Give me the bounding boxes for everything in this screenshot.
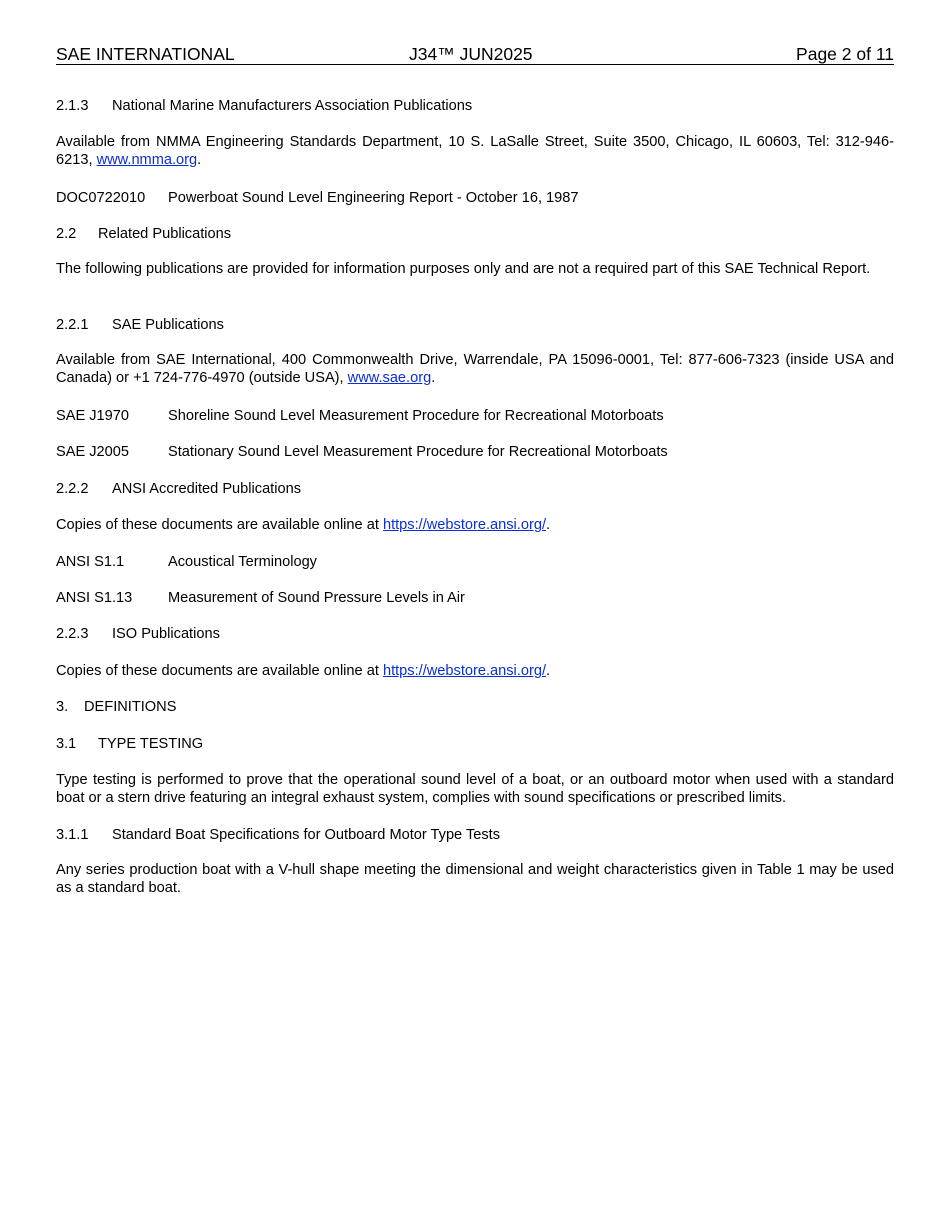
section-title: Related Publications	[98, 226, 232, 242]
section-number: 3.1	[56, 736, 77, 752]
section-heading-2-2-1	[56, 316, 894, 334]
section-number: 2.2.2	[56, 481, 89, 497]
header-page-number: Page 2 of 11	[796, 44, 894, 64]
availability-paragraph-iso	[56, 662, 894, 680]
sae-link[interactable]: www.sae.org	[347, 369, 432, 386]
iso-webstore-link[interactable]: https://webstore.ansi.org/	[382, 663, 546, 679]
reference-entry-sae-j2005	[56, 443, 894, 461]
period: .	[431, 369, 436, 386]
reference-title: Stationary Sound Level Measurement Procedure for Recreational Motorboats	[168, 444, 668, 460]
standard-boat-paragraph: Any series production boat with a V-hull shape meeting the dimensional and weight characteristics given in Table 1 may be used as a standard boat.	[56, 862, 894, 896]
header-org: SAE INTERNATIONAL	[56, 44, 235, 64]
availability-text: Copies of these documents are available online at	[56, 517, 383, 533]
section-title: Standard Boat Specifications for Outboard Motor Type Tests	[112, 827, 501, 843]
section-title: DEFINITIONS	[84, 699, 177, 715]
section-number: 2.2	[56, 226, 77, 242]
reference-title: Powerboat Sound Level Engineering Report - October 16, 1987	[168, 190, 579, 206]
period: .	[546, 663, 551, 679]
reference-title: Acoustical Terminology	[168, 554, 317, 570]
section-heading-2-2	[56, 225, 894, 243]
section-title: TYPE TESTING	[98, 736, 204, 752]
nmma-link[interactable]: www.nmma.org	[96, 151, 198, 168]
page-header	[56, 44, 894, 65]
section-heading-3-1-1	[56, 826, 894, 844]
section-number: 2.1.3	[56, 98, 89, 114]
section-title: ANSI Accredited Publications	[112, 481, 302, 497]
section-number: 3.1.1	[56, 827, 89, 843]
section-heading-2-2-2	[56, 480, 894, 498]
reference-id: ANSI S1.13	[56, 590, 133, 606]
period: .	[197, 151, 202, 168]
reference-entry-sae-j1970	[56, 407, 894, 425]
availability-paragraph-nmma	[56, 134, 894, 169]
availability-text: Available from SAE International, 400 Commonwealth Drive, Warrendale, PA 15096-0001, Tel: 877-606-7323 (inside USA and Canada) or +1 724-776-4970 (outside USA),	[56, 352, 894, 386]
reference-title: Shoreline Sound Level Measurement Procedure for Recreational Motorboats	[168, 408, 664, 424]
section-title: National Marine Manufacturers Association Publications	[112, 98, 473, 114]
period: .	[546, 517, 551, 533]
section-number: 2.2.3	[56, 626, 89, 642]
availability-text: Available from NMMA Engineering Standards Department, 10 S. LaSalle Street, Suite 3500, Chicago, IL 60603, Tel: 312-946-6213,	[56, 134, 894, 168]
reference-entry-ansi-s1-13	[56, 589, 894, 607]
section-heading-2-1-3	[56, 97, 894, 115]
section-heading-3	[56, 698, 894, 716]
ansi-webstore-link[interactable]: https://webstore.ansi.org/	[382, 517, 546, 533]
reference-entry-ansi-s1-1	[56, 553, 894, 571]
related-publications-paragraph: The following publications are provided for information purposes only and are not a required part of this SAE Technical Report.	[56, 261, 871, 277]
reference-id: ANSI S1.1	[56, 554, 125, 570]
reference-title: Measurement of Sound Pressure Levels in Air	[168, 590, 465, 606]
availability-paragraph-ansi	[56, 516, 894, 534]
section-title: SAE Publications	[112, 317, 224, 333]
reference-id: SAE J2005	[56, 444, 130, 460]
header-doc-id: J34™ JUN2025	[409, 44, 533, 64]
section-number: 2.2.1	[56, 317, 89, 333]
reference-id: DOC0722010	[56, 190, 146, 206]
reference-entry-doc0722010	[56, 189, 894, 207]
reference-id: SAE J1970	[56, 408, 130, 424]
section-title: ISO Publications	[112, 626, 220, 642]
availability-paragraph-sae	[56, 352, 894, 387]
section-heading-3-1	[56, 735, 894, 753]
section-heading-2-2-3	[56, 625, 894, 643]
availability-text: Copies of these documents are available online at	[56, 663, 383, 679]
section-number: 3.	[56, 699, 69, 715]
type-testing-paragraph: Type testing is performed to prove that the operational sound level of a boat, or an outboard motor when used with a standard boat or a stern drive featuring an integral exhaust system, complies with sound specifications or prescribed limits.	[56, 772, 894, 806]
